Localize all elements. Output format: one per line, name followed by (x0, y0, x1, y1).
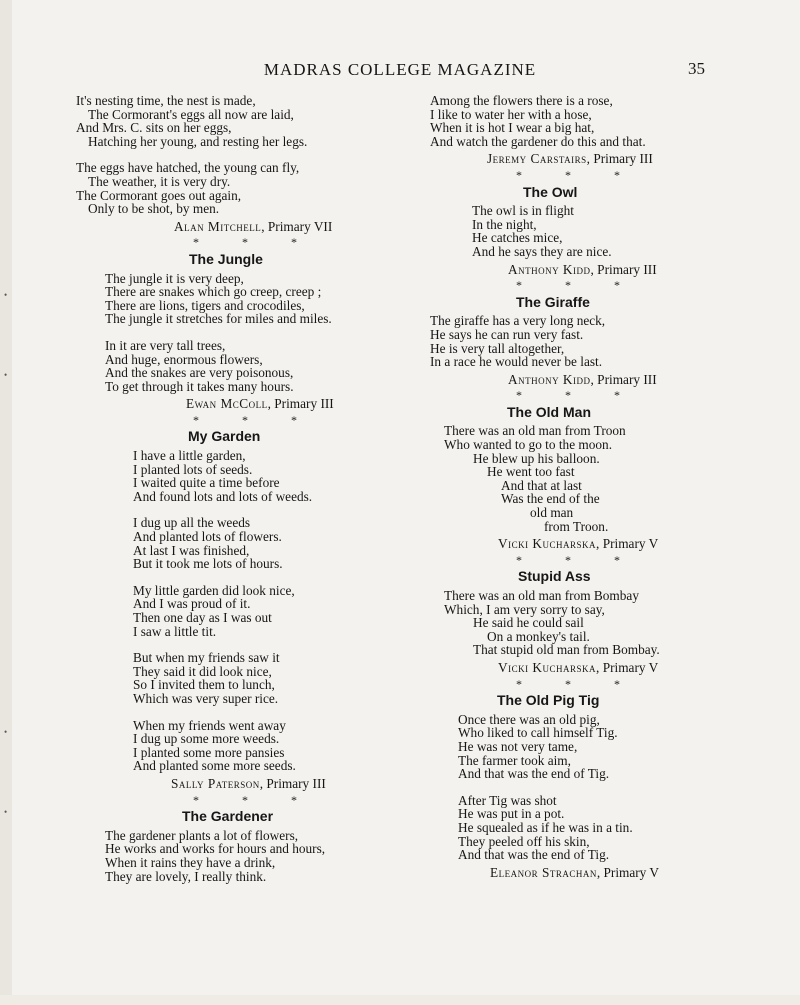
poem-line: And Mrs. C. sits on her eggs, (76, 120, 232, 136)
author-credit (430, 373, 720, 387)
poem-line: So I invited them to lunch, (133, 677, 275, 693)
poem-title: The Giraffe (516, 293, 590, 310)
poem-line: Then one day as I was out (133, 610, 272, 625)
author-name: Vicki Kucharska (498, 659, 597, 675)
section-divider: * * * (193, 412, 317, 427)
poem-line: To get through it takes many hours. (105, 378, 294, 394)
author-class: , Primary V (596, 659, 659, 675)
poem-line: I saw a little tit. (133, 623, 217, 639)
poem-line: And watch the gardener do this and that. (430, 133, 646, 149)
poem-line: In a race he would never be last. (430, 354, 603, 370)
poem-line: And planted some more seeds. (133, 758, 296, 774)
magazine-title: MADRAS COLLEGE MAGAZINE (263, 60, 537, 79)
left-column (76, 94, 394, 883)
poem-line: When my friends went away (133, 717, 286, 733)
poem-line: There was an old man from Troon (444, 423, 626, 439)
poem-title: The Old Man (507, 403, 591, 420)
poem-line: Hatching her young, and resting her legs. (88, 133, 308, 149)
author-class: , Primary V (596, 864, 660, 880)
poem-line: I planted some more pansies (133, 744, 285, 760)
poem-line: And planted lots of flowers. (133, 529, 282, 545)
author-name: Vicki Kucharska (498, 536, 597, 552)
poem-line: He squealed as if he was in a tin. (458, 819, 633, 835)
author-name: Jeremy Carstairs (487, 151, 587, 167)
poem-title: The Owl (523, 183, 578, 200)
poem-owl (430, 204, 720, 258)
poem-line: The gardener plants a lot of flowers, (105, 827, 299, 843)
poem-line: I waited quite a time before (133, 475, 280, 491)
poem-line: There are snakes which go creep, creep ; (105, 284, 322, 300)
poem-line: Once there was an old pig, (458, 711, 600, 727)
margin-mark: • (4, 807, 8, 817)
poem-gardener (76, 829, 394, 883)
poem-line: I dug up all the weeds (133, 515, 251, 531)
poem-title: The Jungle (189, 250, 263, 267)
poem-title: The Old Pig Tig (497, 692, 600, 709)
poem-line: He was put in a pot. (458, 806, 565, 822)
author-credit (430, 661, 720, 675)
poem-line: And found lots and lots of weeds. (133, 488, 313, 504)
author-class: , Primary III (267, 396, 334, 412)
poem-old-man (430, 424, 720, 533)
poem-line: I have a little garden, (133, 448, 246, 464)
margin-mark: • (4, 290, 8, 300)
section-divider: * * * (516, 552, 640, 567)
poem-stupid-ass (430, 589, 720, 657)
poem-my-garden (76, 449, 394, 773)
poem-line: Which, I am very sorry to say, (444, 601, 605, 617)
poem-line: The farmer took aim, (458, 752, 571, 768)
poem-line: I planted lots of seeds. (133, 461, 253, 477)
poem-line: They said it did look nice, (133, 663, 272, 679)
poem-line: He catches mice, (472, 230, 563, 246)
poem-line: My little garden did look nice, (133, 582, 295, 598)
poem-line: old man (530, 505, 574, 521)
poem-title: Stupid Ass (518, 568, 591, 585)
margin-mark: • (4, 727, 8, 737)
poem-cormorant (76, 94, 394, 233)
section-divider: * * * (193, 235, 317, 250)
poem-line: The Cormorant's eggs all now are laid, (88, 106, 294, 122)
poem-line: But it took me lots of hours. (133, 556, 283, 572)
poem-line: There are lions, tigers and crocodiles, (105, 297, 305, 313)
author-credit (76, 397, 394, 411)
poem-line: There was an old man from Bombay (444, 588, 639, 603)
poem-line: They are lovely, I really think. (105, 868, 267, 884)
poem-title: The Gardener (182, 808, 274, 825)
poem-line: The weather, it is very dry. (88, 173, 231, 189)
poem-line: The jungle it is very deep, (105, 270, 244, 286)
poem-line: He says he can run very fast. (430, 326, 584, 342)
poem-line: The Cormorant goes out again, (76, 187, 242, 203)
poem-line: In the night, (472, 216, 537, 232)
author-class: , Primary III (590, 371, 657, 387)
poem-line: The owl is in flight (472, 203, 574, 219)
author-name: Sally Paterson (171, 775, 260, 791)
poem-line: After Tig was shot (458, 792, 557, 808)
poem-line: When it is hot I wear a big hat, (430, 120, 595, 136)
author-name: Anthony Kidd (508, 261, 591, 277)
right-column (430, 94, 720, 879)
poem-line: The eggs have hatched, the young can fly, (76, 160, 300, 176)
poem-line: At last I was finished, (133, 542, 250, 558)
author-class: , Primary III (586, 151, 653, 167)
author-credit (430, 866, 720, 880)
poem-line: And that was the end of Tig. (458, 766, 610, 782)
section-divider: * * * (516, 167, 640, 182)
poem-title: My Garden (188, 428, 261, 445)
author-class: , Primary III (590, 261, 657, 277)
poem-line: And he says they are nice. (472, 243, 612, 259)
poem-line: I like to water her with a hose, (430, 106, 592, 122)
poem-line: He said he could sail (473, 615, 584, 631)
poem-line: They peeled off his skin, (458, 833, 590, 849)
poem-line: In it are very tall trees, (105, 337, 226, 353)
margin-mark: • (4, 370, 8, 380)
poem-line: And that at last (501, 477, 582, 493)
author-class: , Primary V (596, 536, 659, 552)
page-number: 35 (688, 59, 705, 78)
poem-line: Only to be shot, by men. (88, 201, 220, 217)
poem-line: He is very tall altogether, (430, 340, 565, 356)
poem-line: On a monkey's tail. (487, 628, 590, 644)
author-name: Anthony Kidd (508, 371, 591, 387)
poem-gardener-continued (430, 94, 720, 148)
poem-line: The giraffe has a very long neck, (430, 313, 606, 329)
poem-line: He works and works for hours and hours, (105, 841, 326, 857)
poem-line: When it rains they have a drink, (105, 854, 276, 870)
section-divider: * * * (516, 388, 640, 403)
author-name: Ewan McColl (186, 396, 268, 412)
section-divider: * * * (516, 676, 640, 691)
section-divider: * * * (516, 278, 640, 293)
poem-line: The jungle it stretches for miles and miles. (105, 311, 332, 327)
poem-line: from Troon. (544, 518, 609, 534)
author-name: Eleanor Strachan (490, 864, 597, 880)
author-class: , Primary III (259, 775, 326, 791)
poem-giraffe (430, 314, 720, 368)
poem-line: Who wanted to go to the moon. (444, 437, 613, 453)
poem-line: Among the flowers there is a rose, (430, 93, 613, 108)
author-credit (76, 777, 394, 791)
poem-line: It's nesting time, the nest is made, (76, 93, 256, 108)
poem-jungle (76, 272, 394, 394)
poem-line: He went too fast (487, 464, 575, 480)
poem-line: Was the end of the (501, 491, 600, 507)
section-divider: * * * (193, 792, 317, 807)
page-binding-edge (0, 0, 12, 1005)
page-bottom-edge (0, 995, 800, 1005)
author-class: , Primary VII (261, 218, 333, 234)
author-name: Alan Mitchell (174, 218, 262, 234)
poem-line: And the snakes are very poisonous, (105, 365, 294, 381)
poem-line: And that was the end of Tig. (458, 847, 610, 863)
poem-old-pig-tig (430, 713, 720, 862)
poem-line: And huge, enormous flowers, (105, 351, 263, 367)
poem-line: But when my friends saw it (133, 650, 280, 666)
poem-line: He blew up his balloon. (473, 450, 600, 466)
poem-line: And I was proud of it. (133, 596, 251, 612)
poem-line: Who liked to call himself Tig. (458, 725, 618, 741)
poem-line: I dug up some more weeds. (133, 731, 280, 747)
poem-line: That stupid old man from Bombay. (473, 642, 660, 658)
author-credit (76, 220, 394, 234)
poem-line: Which was very super rice. (133, 690, 279, 706)
author-credit (430, 152, 720, 166)
author-credit (430, 263, 720, 277)
author-credit (430, 537, 720, 551)
poem-line: He was not very tame, (458, 738, 578, 754)
